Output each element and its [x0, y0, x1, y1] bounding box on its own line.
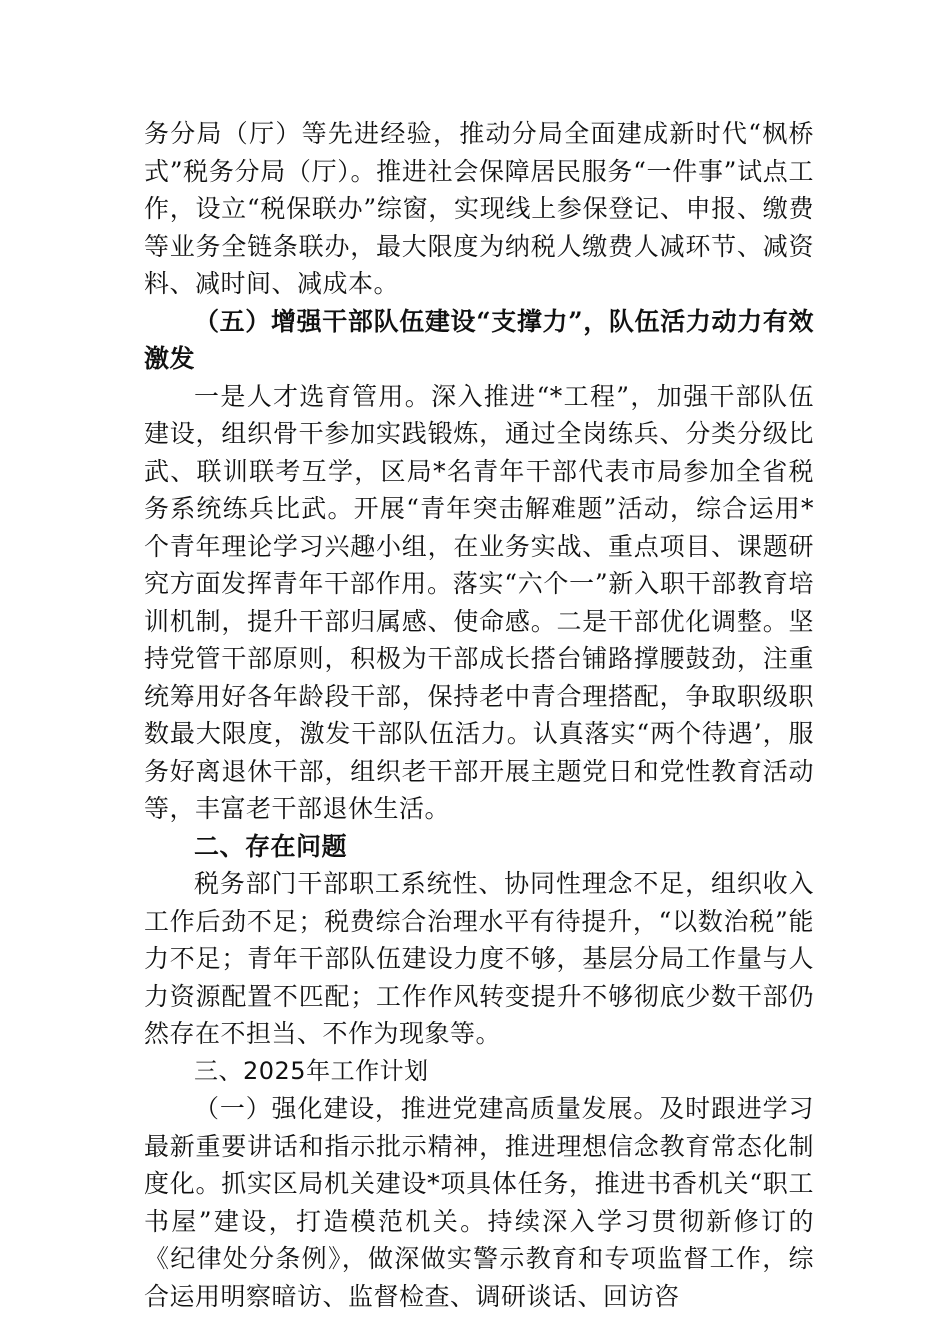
document-body — [144, 115, 814, 1315]
body-paragraph-plan: （一）强化建设，推进党建高质量发展。及时跟进学习最新重要讲话和指示批示精神，推进理想信念教育常态化制度化。抓实区局机关建设*项具体任务，推进书香机关“职工书屋”建设，打造模范机关。持续深入学习贯彻新修订的《纪律处分条例》，做深做实警示教育和专项监督工作，综合运用明察暗访、监督检查、调研谈话、回访咨 — [144, 1094, 814, 1311]
section-heading-plan: 三、2025年工作计划 — [194, 1056, 429, 1085]
body-paragraph-talent: 一是人才选育管用。深入推进“*工程”，加强干部队伍建设，组织骨干参加实践锻炼，通过全岗练兵、分类分级比武、联训联考互学，区局*名青年干部代表市局参加全省税务系统练兵比武。开展“青年突击解难题”活动，综合运用*个青年理论学习兴趣小组，在业务实战、重点项目、课题研究方面发挥青年干部作用。落实“六个一”新入职干部教育培训机制，提升干部归属感、使命感。二是干部优化调整。坚持党管干部原则，积极为干部成长搭台铺路撑腰鼓劲，注重统筹用好各年龄段干部，保持老中青合理搭配，争取职级职数最大限度，激发干部队伍活力。认真落实“两个待遇’，服务好离退休干部，组织老干部开展主题党日和党性教育活动等，丰富老干部退休生活。 — [144, 381, 814, 823]
section-heading-problems: 二、存在问题 — [194, 831, 348, 861]
body-paragraph-problems: 税务部门干部职工系统性、协同性理念不足，组织收入工作后劲不足；税费综合治理水平有待提升，“以数治税”能力不足；青年干部队伍建设力度不够，基层分局工作量与人力资源配置不匹配；工作作风转变提升不够彻底少数干部仍然存在不担当、不作为现象等。 — [144, 869, 814, 1048]
section-heading-five: （五）增强干部队伍建设“支撑力”，队伍活力动力有效激发 — [144, 306, 814, 373]
body-paragraph-continuation: 务分局（厅）等先进经验，推动分局全面建成新时代“枫桥式”税务分局（厅）。推进社会保障居民服务“一件事”试点工作，设立“税保联办”综窗，实现线上参保登记、申报、缴费等业务全链条联办，最大限度为纳税人缴费人减环节、减资料、减时间、减成本。 — [144, 119, 814, 298]
